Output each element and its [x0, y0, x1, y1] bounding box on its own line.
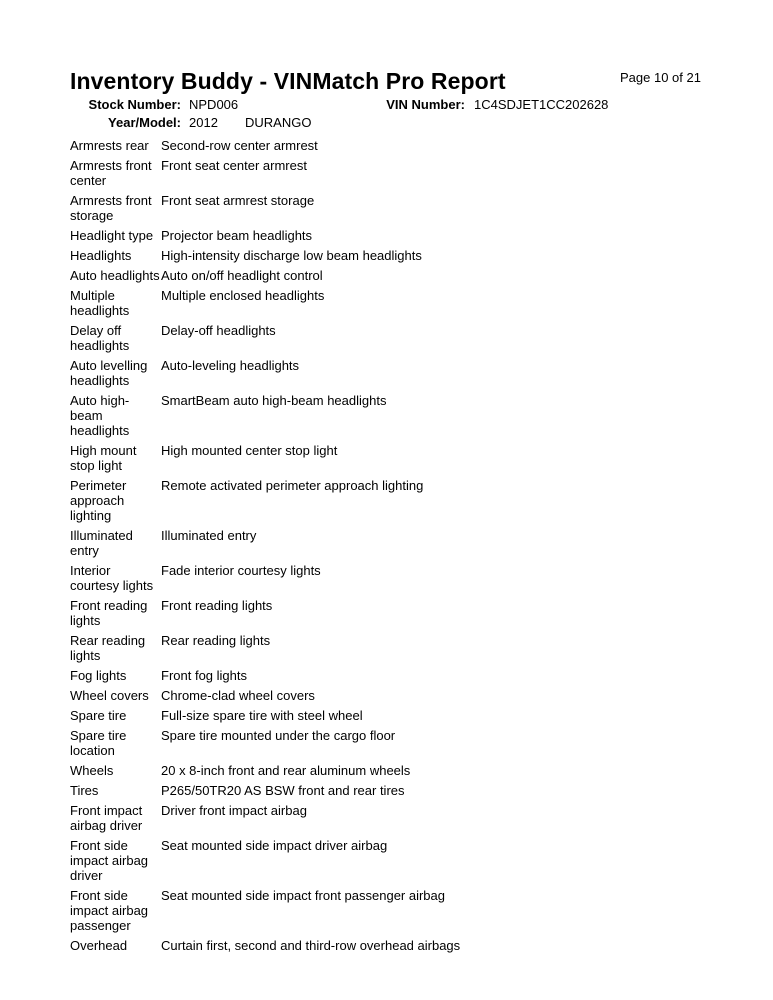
feature-name: Multiple headlights — [70, 288, 130, 318]
feature-name: Interior courtesy lights — [70, 563, 154, 593]
feature-name: Front reading lights — [70, 598, 148, 628]
feature-description: Full-size spare tire with steel wheel — [161, 708, 363, 723]
feature-name: Rear reading lights — [70, 633, 146, 663]
feature-description: Projector beam headlights — [161, 228, 313, 243]
feature-name: Fog lights — [70, 668, 127, 683]
feature-description: Front reading lights — [161, 598, 273, 613]
feature-description: High mounted center stop light — [161, 443, 338, 458]
model-value: DURANGO — [245, 115, 312, 130]
stock-number-value: NPD006 — [189, 97, 239, 112]
feature-description: Front seat center armrest — [161, 158, 307, 173]
feature-row — [70, 158, 630, 188]
feature-name: Auto headlights — [70, 268, 160, 283]
feature-list — [70, 138, 630, 958]
feature-description: Auto-leveling headlights — [161, 358, 300, 373]
feature-name: Wheels — [70, 763, 114, 778]
feature-description: Seat mounted side impact front passenger airbag — [161, 888, 446, 903]
feature-description: Remote activated perimeter approach lighting — [161, 478, 424, 493]
feature-row — [70, 803, 630, 833]
feature-name: Armrests front center — [70, 158, 152, 188]
feature-description: Fade interior courtesy lights — [161, 563, 321, 578]
feature-description: Front seat armrest storage — [161, 193, 315, 208]
feature-row — [70, 708, 630, 723]
feature-name: Front impact airbag driver — [70, 803, 143, 833]
feature-row — [70, 443, 630, 473]
feature-description: P265/50TR20 AS BSW front and rear tires — [161, 783, 405, 798]
feature-row — [70, 938, 630, 953]
feature-description: SmartBeam auto high-beam headlights — [161, 393, 387, 408]
feature-name: Front side impact airbag passenger — [70, 888, 149, 933]
feature-name: Front side impact airbag driver — [70, 838, 149, 883]
feature-row — [70, 838, 630, 883]
year-value: 2012 — [189, 115, 218, 130]
feature-row — [70, 358, 630, 388]
year-model-label: Year/Model: — [108, 115, 181, 130]
feature-row — [70, 323, 630, 353]
feature-row — [70, 138, 630, 153]
feature-description: High-intensity discharge low beam headlights — [161, 248, 422, 263]
feature-description: Second-row center armrest — [161, 138, 318, 153]
feature-row — [70, 728, 630, 758]
feature-name: Armrests rear — [70, 138, 149, 153]
feature-name: Wheel covers — [70, 688, 149, 703]
feature-description: Chrome-clad wheel covers — [161, 688, 315, 703]
feature-row — [70, 783, 630, 798]
feature-description: Driver front impact airbag — [161, 803, 307, 818]
feature-name: Auto high-beam headlights — [70, 393, 130, 438]
feature-description: Spare tire mounted under the cargo floor — [161, 728, 396, 743]
feature-row — [70, 528, 630, 558]
report-title: Inventory Buddy - VINMatch Pro Report — [70, 68, 506, 94]
feature-name: Overhead — [70, 938, 128, 953]
feature-row — [70, 478, 630, 523]
feature-name: Illuminated entry — [70, 528, 133, 558]
feature-name: Spare tire location — [70, 728, 127, 758]
feature-description: 20 x 8-inch front and rear aluminum wheels — [161, 763, 411, 778]
stock-number-label: Stock Number: — [88, 97, 181, 112]
feature-description: Seat mounted side impact driver airbag — [161, 838, 388, 853]
feature-row — [70, 763, 630, 778]
feature-name: Tires — [70, 783, 99, 798]
feature-row — [70, 228, 630, 243]
feature-description: Rear reading lights — [161, 633, 271, 648]
page-number: Page 10 of 21 — [620, 70, 701, 85]
feature-row — [70, 633, 630, 663]
feature-row — [70, 248, 630, 263]
feature-row — [70, 668, 630, 683]
feature-name: Headlights — [70, 248, 132, 263]
feature-description: Curtain first, second and third-row overhead airbags — [161, 938, 461, 953]
feature-name: High mount stop light — [70, 443, 137, 473]
feature-row — [70, 268, 630, 283]
feature-row — [70, 598, 630, 628]
feature-row — [70, 688, 630, 703]
feature-row — [70, 563, 630, 593]
feature-name: Auto levelling headlights — [70, 358, 148, 388]
feature-description: Delay-off headlights — [161, 323, 276, 338]
feature-description: Illuminated entry — [161, 528, 257, 543]
feature-row — [70, 193, 630, 223]
feature-description: Multiple enclosed headlights — [161, 288, 325, 303]
feature-row — [70, 888, 630, 933]
feature-row — [70, 288, 630, 318]
feature-name: Headlight type — [70, 228, 154, 243]
feature-name: Perimeter approach lighting — [70, 478, 127, 523]
feature-name: Delay off headlights — [70, 323, 130, 353]
feature-description: Auto on/off headlight control — [161, 268, 323, 283]
feature-description: Front fog lights — [161, 668, 247, 683]
feature-row — [70, 393, 630, 438]
feature-name: Armrests front storage — [70, 193, 152, 223]
vin-value: 1C4SDJET1CC202628 — [474, 97, 609, 112]
feature-name: Spare tire — [70, 708, 127, 723]
vin-label: VIN Number: — [386, 97, 465, 112]
